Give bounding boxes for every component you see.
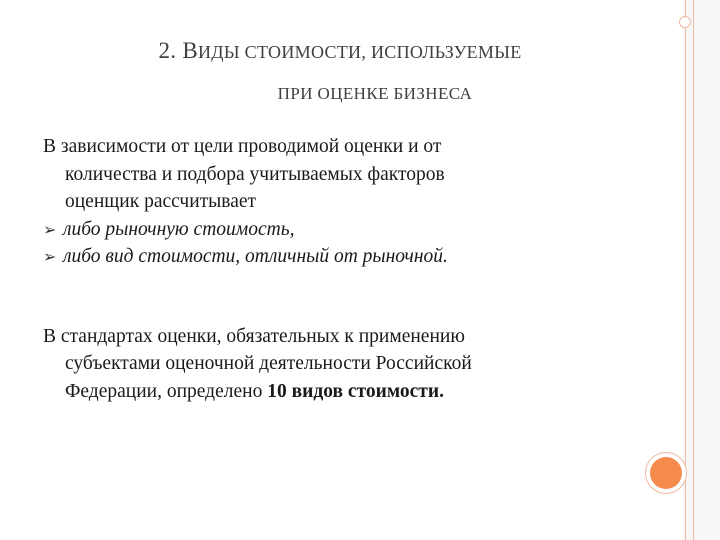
- rail-top-ring-icon: [679, 16, 691, 28]
- arrow-bullet-icon: ➢: [43, 249, 57, 266]
- standards-line-1: В стандартах оценки, обязательных к применению: [43, 325, 465, 347]
- arrow-bullet-icon: ➢: [43, 221, 57, 239]
- intro-line-2: количества и подбора учитываемых факторов: [65, 163, 445, 185]
- title-line-2: ПРИ ОЦЕНКЕ БИЗНЕСА: [277, 84, 473, 103]
- slide-title: [60, 36, 620, 108]
- title-line-1: [60, 36, 620, 67]
- bullet-item-other-value: [43, 243, 643, 271]
- standards-paragraph: [43, 323, 643, 406]
- intro-line-3: оценщик рассчитывает: [65, 191, 257, 212]
- orange-circle-icon: [650, 457, 682, 489]
- title-prefix: 2. В: [158, 38, 198, 63]
- intro-paragraph: [43, 133, 643, 216]
- bullet-text: либо рыночную стоимость,: [63, 218, 295, 240]
- standards-line-2: субъектами оценочной деятельности Российской: [65, 353, 472, 374]
- standards-highlight: 10 видов стоимости.: [267, 380, 444, 402]
- bullet-text: либо вид стоимости, отличный от рыночной.: [63, 246, 448, 267]
- intro-line-1: В зависимости от цели проводимой оценки и от: [43, 136, 442, 157]
- standards-line-3: [43, 378, 643, 406]
- decorative-rail: [685, 0, 694, 540]
- spacer: [43, 271, 643, 323]
- standards-line-3-plain: Федерации, определено: [65, 380, 268, 402]
- title-rest: ИДЫ СТОИМОСТИ, ИСПОЛЬЗУЕМЫЕ: [198, 42, 522, 62]
- slide-body: [43, 133, 643, 405]
- bullet-item-market-value: [43, 216, 643, 244]
